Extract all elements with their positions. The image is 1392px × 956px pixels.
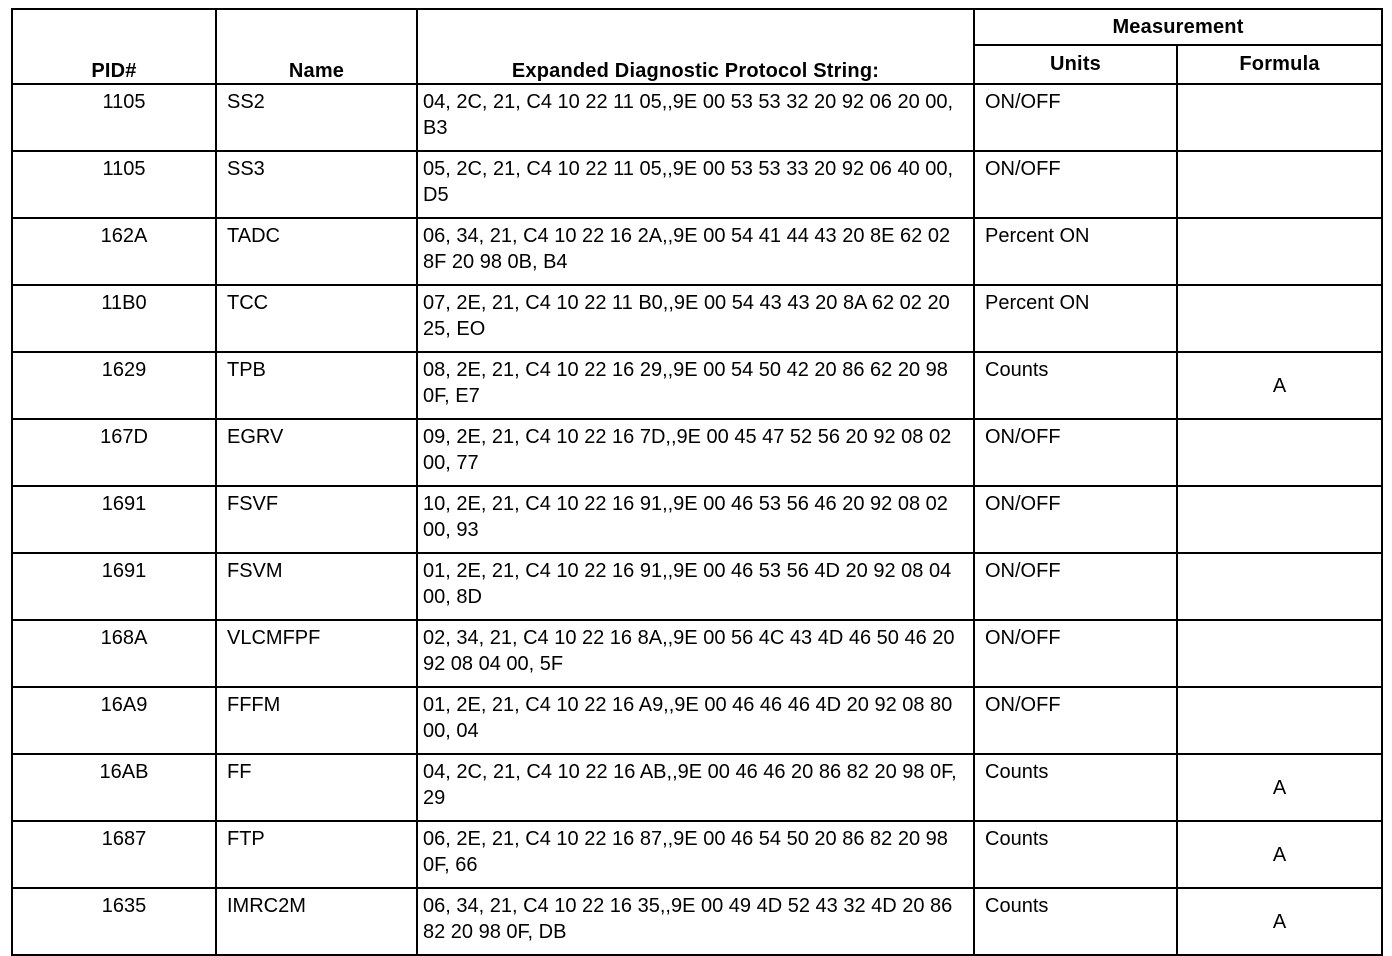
expanded-string-cell: 09, 2E, 21, C4 10 22 16 7D,,9E 00 45 47 52 56 20 92 08 02 00, 77 (417, 419, 974, 486)
name-cell: SS2 (216, 84, 417, 151)
pid-cell: 1105 (12, 151, 216, 218)
formula-cell (1177, 687, 1382, 754)
formula-cell (1177, 84, 1382, 151)
formula-cell (1177, 285, 1382, 352)
units-cell: Percent ON (974, 285, 1177, 352)
expanded-string-cell: 06, 34, 21, C4 10 22 16 35,,9E 00 49 4D 52 43 32 4D 20 86 82 20 98 0F, DB (417, 888, 974, 955)
units-cell: Counts (974, 888, 1177, 955)
units-cell: Counts (974, 754, 1177, 821)
table-row (12, 687, 1382, 754)
table-row (12, 754, 1382, 821)
pid-cell: 16AB (12, 754, 216, 821)
name-cell: SS3 (216, 151, 417, 218)
header-name: Name (216, 9, 417, 84)
pid-cell: 11B0 (12, 285, 216, 352)
table-row (12, 84, 1382, 151)
pid-cell: 162A (12, 218, 216, 285)
pid-cell: 1635 (12, 888, 216, 955)
pid-cell: 1691 (12, 486, 216, 553)
pid-cell: 1687 (12, 821, 216, 888)
table-row (12, 352, 1382, 419)
header-expanded-string: Expanded Diagnostic Protocol String: (417, 9, 974, 84)
pid-cell: 168A (12, 620, 216, 687)
expanded-string-cell: 06, 2E, 21, C4 10 22 16 87,,9E 00 46 54 50 20 86 82 20 98 0F, 66 (417, 821, 974, 888)
units-cell: Counts (974, 352, 1177, 419)
formula-cell: A (1177, 888, 1382, 955)
formula-cell (1177, 620, 1382, 687)
formula-cell (1177, 151, 1382, 218)
name-cell: FF (216, 754, 417, 821)
expanded-string-cell: 05, 2C, 21, C4 10 22 11 05,,9E 00 53 53 33 20 92 06 40 00, D5 (417, 151, 974, 218)
table-row (12, 553, 1382, 620)
expanded-string-cell: 01, 2E, 21, C4 10 22 16 A9,,9E 00 46 46 46 4D 20 92 08 80 00, 04 (417, 687, 974, 754)
expanded-string-cell: 08, 2E, 21, C4 10 22 16 29,,9E 00 54 50 42 20 86 62 20 98 0F, E7 (417, 352, 974, 419)
name-cell: FFFM (216, 687, 417, 754)
pid-table (11, 8, 1383, 956)
expanded-string-cell: 04, 2C, 21, C4 10 22 16 AB,,9E 00 46 46 20 86 82 20 98 0F, 29 (417, 754, 974, 821)
table-row (12, 218, 1382, 285)
pid-cell: 16A9 (12, 687, 216, 754)
table-row (12, 285, 1382, 352)
name-cell: TCC (216, 285, 417, 352)
expanded-string-cell: 07, 2E, 21, C4 10 22 11 B0,,9E 00 54 43 43 20 8A 62 02 20 25, EO (417, 285, 974, 352)
units-cell: ON/OFF (974, 84, 1177, 151)
name-cell: EGRV (216, 419, 417, 486)
expanded-string-cell: 01, 2E, 21, C4 10 22 16 91,,9E 00 46 53 56 4D 20 92 08 04 00, 8D (417, 553, 974, 620)
formula-cell (1177, 218, 1382, 285)
header-pid: PID# (12, 9, 216, 84)
name-cell: FTP (216, 821, 417, 888)
table-row (12, 821, 1382, 888)
name-cell: TADC (216, 218, 417, 285)
name-cell: FSVF (216, 486, 417, 553)
units-cell: ON/OFF (974, 151, 1177, 218)
formula-cell: A (1177, 754, 1382, 821)
table-body (12, 84, 1382, 955)
units-cell: ON/OFF (974, 620, 1177, 687)
name-cell: VLCMFPF (216, 620, 417, 687)
expanded-string-cell: 10, 2E, 21, C4 10 22 16 91,,9E 00 46 53 56 46 20 92 08 02 00, 93 (417, 486, 974, 553)
units-cell: ON/OFF (974, 553, 1177, 620)
formula-cell (1177, 553, 1382, 620)
units-cell: ON/OFF (974, 486, 1177, 553)
table-row (12, 486, 1382, 553)
name-cell: TPB (216, 352, 417, 419)
formula-cell: A (1177, 352, 1382, 419)
formula-cell: A (1177, 821, 1382, 888)
table-row (12, 151, 1382, 218)
expanded-string-cell: 04, 2C, 21, C4 10 22 11 05,,9E 00 53 53 32 20 92 06 20 00, B3 (417, 84, 974, 151)
expanded-string-cell: 02, 34, 21, C4 10 22 16 8A,,9E 00 56 4C 43 4D 46 50 46 20 92 08 04 00, 5F (417, 620, 974, 687)
header-formula: Formula (1177, 45, 1382, 84)
pid-cell: 167D (12, 419, 216, 486)
header-units: Units (974, 45, 1177, 84)
table-row (12, 419, 1382, 486)
table-header (12, 9, 1382, 84)
table-row (12, 620, 1382, 687)
header-measurement: Measurement (974, 9, 1382, 45)
pid-cell: 1629 (12, 352, 216, 419)
units-cell: Percent ON (974, 218, 1177, 285)
pid-cell: 1105 (12, 84, 216, 151)
units-cell: ON/OFF (974, 419, 1177, 486)
name-cell: IMRC2M (216, 888, 417, 955)
units-cell: Counts (974, 821, 1177, 888)
formula-cell (1177, 486, 1382, 553)
name-cell: FSVM (216, 553, 417, 620)
pid-cell: 1691 (12, 553, 216, 620)
table-row (12, 888, 1382, 955)
units-cell: ON/OFF (974, 687, 1177, 754)
expanded-string-cell: 06, 34, 21, C4 10 22 16 2A,,9E 00 54 41 44 43 20 8E 62 02 8F 20 98 0B, B4 (417, 218, 974, 285)
formula-cell (1177, 419, 1382, 486)
